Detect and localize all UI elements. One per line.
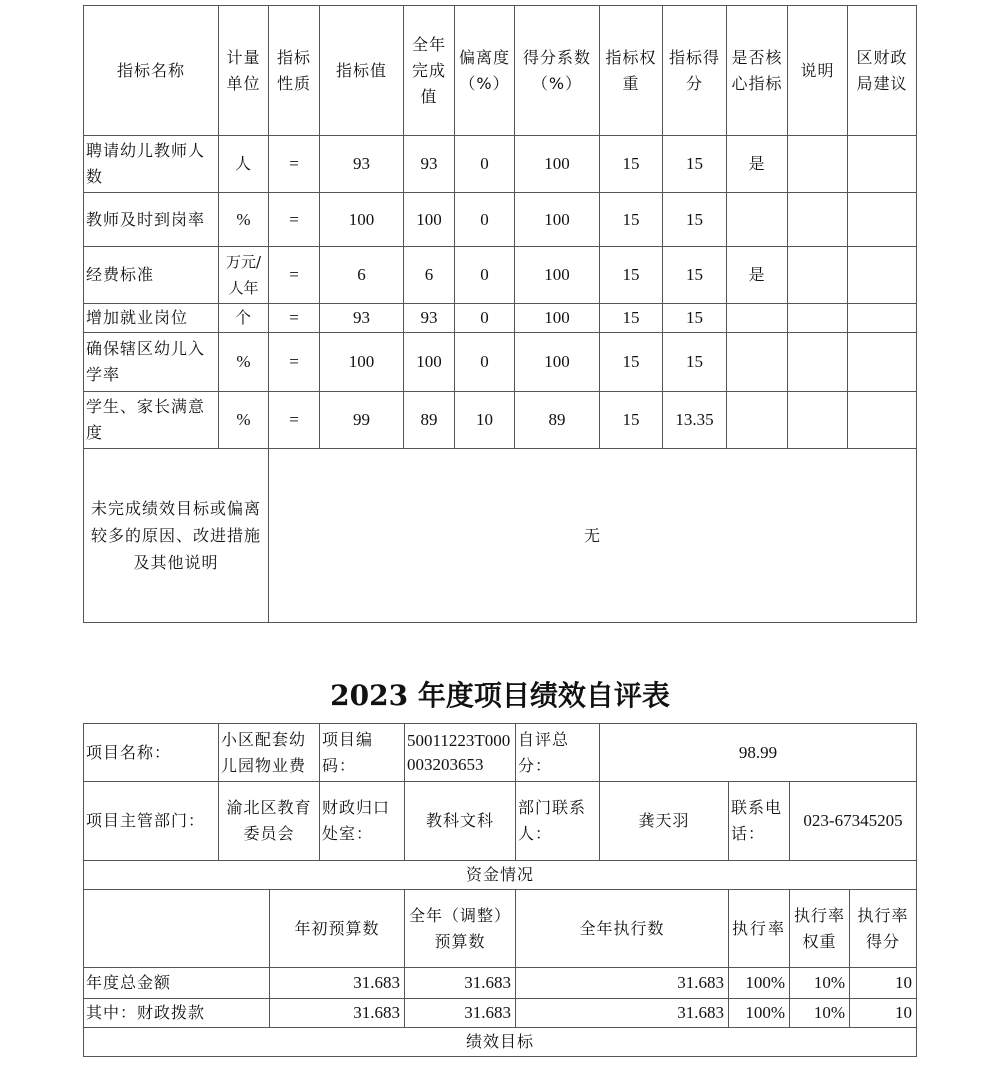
- funds-header-rate: 执行率: [729, 890, 790, 968]
- funds-weight: 10%: [790, 968, 850, 999]
- indicator-name: 聘请幼儿教师人数: [84, 136, 219, 193]
- explanation-row: [84, 449, 917, 623]
- header-core: 是否核心指标: [727, 6, 788, 136]
- project-name: 小区配套幼儿园物业费: [219, 724, 320, 782]
- office: 教科文科: [405, 782, 516, 861]
- indicator-table: [83, 5, 917, 623]
- indicator-header-row: [84, 6, 917, 136]
- indicator-completed: 93: [404, 304, 455, 333]
- indicator-name: 增加就业岗位: [84, 304, 219, 333]
- indicator-note: [788, 333, 848, 392]
- indicator-advice: [848, 304, 917, 333]
- table-row: [84, 968, 917, 999]
- indicator-core: 是: [727, 136, 788, 193]
- total-score: 98.99: [600, 724, 917, 782]
- header-value: 指标值: [320, 6, 404, 136]
- indicator-weight: 15: [600, 193, 663, 247]
- indicator-coef: 100: [515, 136, 600, 193]
- header-score: 指标得分: [663, 6, 727, 136]
- indicator-nature: =: [269, 333, 320, 392]
- indicator-deviation: 0: [455, 333, 515, 392]
- funds-rate: 100%: [729, 999, 790, 1028]
- indicator-value: 99: [320, 392, 404, 449]
- indicator-deviation: 10: [455, 392, 515, 449]
- indicator-name: 经费标准: [84, 247, 219, 304]
- indicator-completed: 6: [404, 247, 455, 304]
- total-score-label: 自评总分：: [516, 724, 600, 782]
- indicator-value: 6: [320, 247, 404, 304]
- indicator-unit: %: [219, 392, 269, 449]
- contact: 龚天羽: [600, 782, 729, 861]
- indicator-note: [788, 193, 848, 247]
- indicator-nature: =: [269, 136, 320, 193]
- goals-section-row: [84, 1028, 917, 1057]
- indicator-score: 15: [663, 333, 727, 392]
- funds-adjusted: 31.683: [405, 968, 516, 999]
- table-row: [84, 193, 917, 247]
- indicator-unit: %: [219, 333, 269, 392]
- dept-label: 项目主管部门：: [84, 782, 219, 861]
- indicator-name: 学生、家长满意度: [84, 392, 219, 449]
- project-code: 50011223T000003203653: [405, 724, 516, 782]
- indicator-coef: 89: [515, 392, 600, 449]
- explanation-label: 未完成绩效目标或偏离较多的原因、改进措施及其他说明: [84, 449, 269, 623]
- indicator-score: 15: [663, 304, 727, 333]
- phone-label: 联系电话：: [729, 782, 790, 861]
- indicator-nature: =: [269, 304, 320, 333]
- explanation-value: 无: [269, 449, 917, 623]
- indicator-advice: [848, 193, 917, 247]
- indicator-weight: 15: [600, 392, 663, 449]
- indicator-completed: 89: [404, 392, 455, 449]
- office-label: 财政归口处室：: [320, 782, 405, 861]
- phone: 023-67345205: [790, 782, 917, 861]
- project-code-label: 项目编码：: [320, 724, 405, 782]
- indicator-coef: 100: [515, 193, 600, 247]
- funds-initial: 31.683: [270, 968, 405, 999]
- indicator-name: 教师及时到岗率: [84, 193, 219, 247]
- indicator-nature: =: [269, 392, 320, 449]
- indicator-advice: [848, 247, 917, 304]
- indicator-deviation: 0: [455, 136, 515, 193]
- self-eval-table: [83, 723, 917, 1057]
- indicator-weight: 15: [600, 247, 663, 304]
- header-advice: 区财政局建议: [848, 6, 917, 136]
- indicator-advice: [848, 333, 917, 392]
- table-row: [84, 247, 917, 304]
- indicator-unit: 万元/人年: [219, 247, 269, 304]
- indicator-core: [727, 304, 788, 333]
- header-deviation: 偏离度（%）: [455, 6, 515, 136]
- header-note: 说明: [788, 6, 848, 136]
- header-coef: 得分系数（%）: [515, 6, 600, 136]
- table-row: [84, 136, 917, 193]
- goals-section-title: 绩效目标: [84, 1028, 917, 1057]
- indicator-unit: 人: [219, 136, 269, 193]
- funds-executed: 31.683: [516, 968, 729, 999]
- indicator-advice: [848, 136, 917, 193]
- table-row: [84, 304, 917, 333]
- header-indicator-name: 指标名称: [84, 6, 219, 136]
- indicator-deviation: 0: [455, 193, 515, 247]
- indicator-completed: 100: [404, 333, 455, 392]
- indicator-note: [788, 136, 848, 193]
- funds-section-title: 资金情况: [84, 861, 917, 890]
- indicator-deviation: 0: [455, 247, 515, 304]
- funds-section-row: [84, 861, 917, 890]
- funds-score: 10: [850, 999, 917, 1028]
- project-info-row: [84, 724, 917, 782]
- funds-header-empty: [84, 890, 270, 968]
- indicator-completed: 93: [404, 136, 455, 193]
- funds-row-label: 其中：财政拨款: [84, 999, 270, 1028]
- indicator-name: 确保辖区幼儿入学率: [84, 333, 219, 392]
- indicator-score: 13.35: [663, 392, 727, 449]
- table-row: [84, 333, 917, 392]
- indicator-core: [727, 392, 788, 449]
- indicator-note: [788, 247, 848, 304]
- indicator-nature: =: [269, 193, 320, 247]
- indicator-unit: %: [219, 193, 269, 247]
- indicator-coef: 100: [515, 333, 600, 392]
- indicator-core: 是: [727, 247, 788, 304]
- indicator-weight: 15: [600, 333, 663, 392]
- department-row: [84, 782, 917, 861]
- funds-header-weight: 执行率权重: [790, 890, 850, 968]
- indicator-value: 100: [320, 193, 404, 247]
- funds-header-executed: 全年执行数: [516, 890, 729, 968]
- indicator-core: [727, 333, 788, 392]
- header-unit: 计量单位: [219, 6, 269, 136]
- funds-weight: 10%: [790, 999, 850, 1028]
- funds-row-label: 年度总金额: [84, 968, 270, 999]
- indicator-score: 15: [663, 136, 727, 193]
- funds-header-adjusted: 全年（调整）预算数: [405, 890, 516, 968]
- indicator-deviation: 0: [455, 304, 515, 333]
- project-name-label: 项目名称：: [84, 724, 219, 782]
- funds-header-row: [84, 890, 917, 968]
- indicator-score: 15: [663, 247, 727, 304]
- funds-rate: 100%: [729, 968, 790, 999]
- indicator-note: [788, 304, 848, 333]
- indicator-completed: 100: [404, 193, 455, 247]
- indicator-coef: 100: [515, 304, 600, 333]
- header-completed: 全年完成值: [404, 6, 455, 136]
- indicator-value: 93: [320, 136, 404, 193]
- header-weight: 指标权重: [600, 6, 663, 136]
- indicator-score: 15: [663, 193, 727, 247]
- funds-header-initial: 年初预算数: [270, 890, 405, 968]
- table-row: [84, 999, 917, 1028]
- contact-label: 部门联系人：: [516, 782, 600, 861]
- indicator-value: 100: [320, 333, 404, 392]
- indicator-weight: 15: [600, 304, 663, 333]
- funds-score: 10: [850, 968, 917, 999]
- table-row: [84, 392, 917, 449]
- dept: 渝北区教育委员会: [219, 782, 320, 861]
- indicator-note: [788, 392, 848, 449]
- indicator-nature: =: [269, 247, 320, 304]
- indicator-advice: [848, 392, 917, 449]
- funds-executed: 31.683: [516, 999, 729, 1028]
- funds-initial: 31.683: [270, 999, 405, 1028]
- indicator-coef: 100: [515, 247, 600, 304]
- funds-header-score: 执行率得分: [850, 890, 917, 968]
- funds-adjusted: 31.683: [405, 999, 516, 1028]
- header-nature: 指标性质: [269, 6, 320, 136]
- page-title: 2023 年度项目绩效自评表: [330, 679, 670, 712]
- indicator-value: 93: [320, 304, 404, 333]
- indicator-weight: 15: [600, 136, 663, 193]
- indicator-core: [727, 193, 788, 247]
- indicator-unit: 个: [219, 304, 269, 333]
